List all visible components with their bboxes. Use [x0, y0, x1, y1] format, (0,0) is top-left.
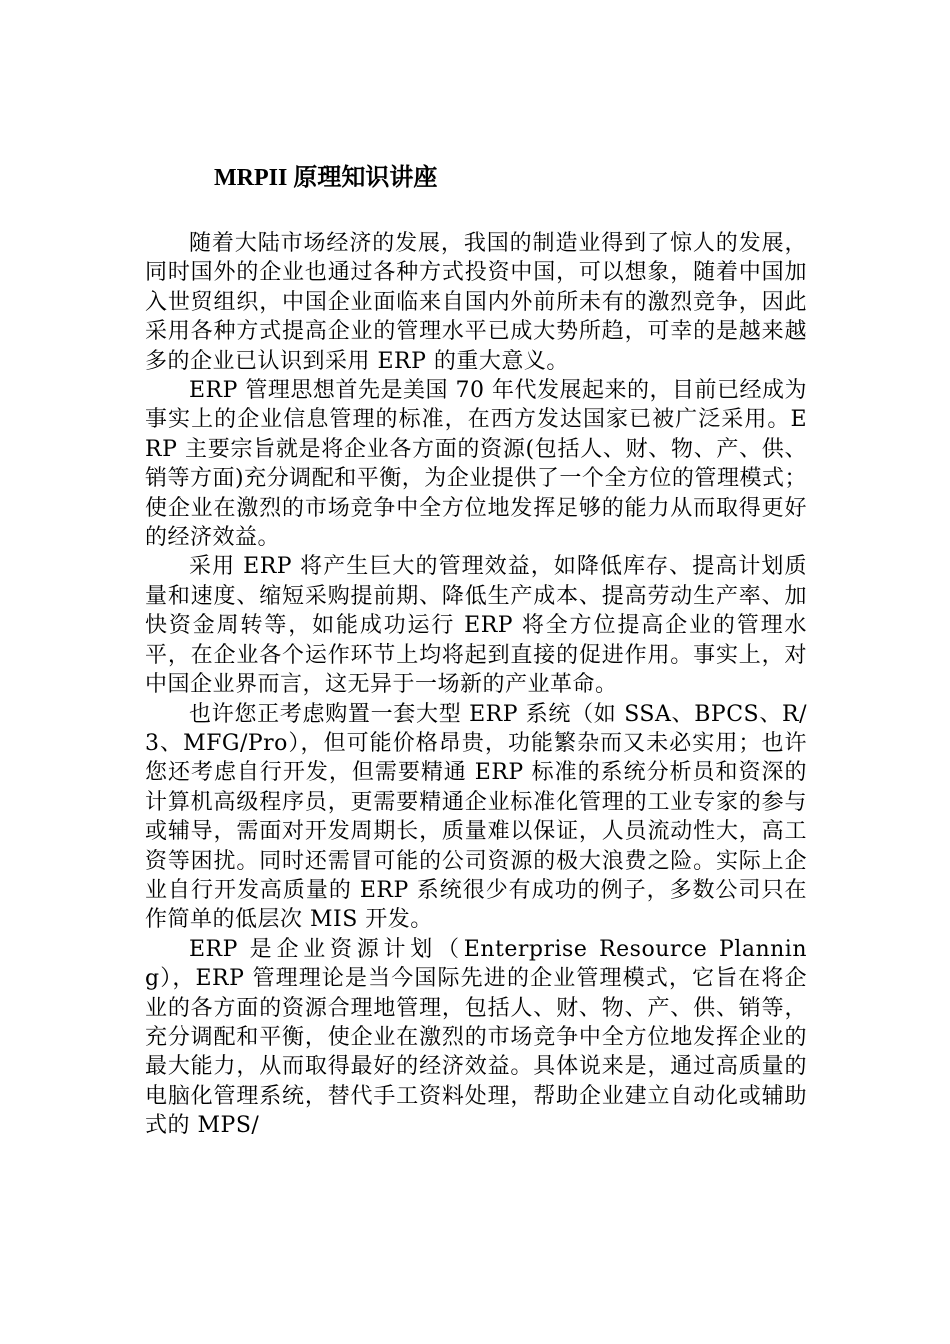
paragraph-erp-definition: ERP 是企业资源计划（Enterprise Resource Planning），ERP 管理理论是当今国际先进的企业管理模式，它旨在将企业的各方面的资源合理地管理，包括人、财、物、产、供、销等，充分调配和平衡，使企业在激烈的市场竞争中全方位地发挥企业的最大能力，从而取得最好的经济效益。具体说来是，通过高质量的电脑化管理系统，替代手工资料处理，帮助企业建立自动化或辅助式的 MPS/ [145, 936, 807, 1139]
paragraph-erp-origin: ERP 管理思想首先是美国 70 年代发展起来的，目前已经成为事实上的企业信息管理的标准，在西方发达国家已被广泛采用。ERP 主要宗旨就是将企业各方面的资源(包括人、财、物、产、供、销等方面)充分调配和平衡，为企业提供了一个全方位的管理模式；使企业在激烈的市场竞争中全方位地发挥足够的能力从而取得更好的经济效益。 [145, 378, 807, 551]
paragraph-erp-options: 也许您正考虑购置一套大型 ERP 系统（如 SSA、BPCS、R/3、MFG/Pro），但可能价格昂贵，功能繁杂而又未必实用；也许您还考虑自行开发，但需要精通 ERP 标准的系统分析员和资深的计算机高级程序员，更需要精通企业标准化管理的工业专家的参与或辅导，需面对开发周期长，质量难以保证，人员流动性大，高工资等困扰。同时还需冒可能的公司资源的极大浪费之险。实际上企业自行开发高质量的 ERP 系统很少有成功的例子，多数公司只在作简单的低层次 MIS 开发。 [145, 701, 807, 933]
paragraph-erp-benefits: 采用 ERP 将产生巨大的管理效益，如降低库存、提高计划质量和速度、缩短采购提前期、降低生产成本、提高劳动生产率、加快资金周转等，如能成功运行 ERP 将全方位提高企业的管理水平，在企业各个运作环节上均将起到直接的促进作用。事实上，对中国企业界而言，这无异于一场新的产业革命。 [145, 554, 807, 698]
document-title: MRPII 原理知识讲座 [214, 165, 438, 191]
document-body [145, 229, 807, 1141]
paragraph-intro: 随着大陆市场经济的发展，我国的制造业得到了惊人的发展，同时国外的企业也通过各种方式投资中国，可以想象，随着中国加入世贸组织，中国企业面临来自国内外前所未有的激烈竞争，因此采用各种方式提高企业的管理水平已成大势所趋，可幸的是越来越多的企业已认识到采用 ERP 的重大意义。 [145, 231, 807, 374]
